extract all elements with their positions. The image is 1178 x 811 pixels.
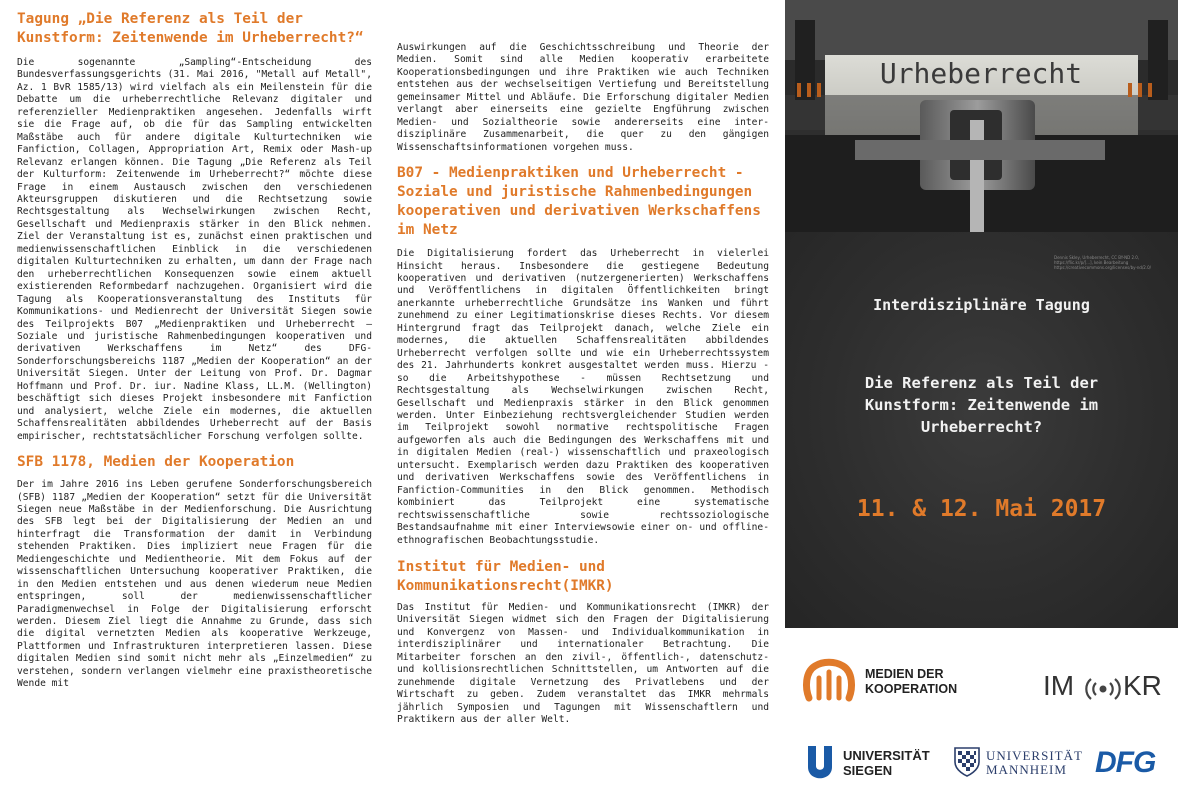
mannheim-line1: UNIVERSITÄT [986,748,1083,763]
right-panel [785,0,1178,811]
photo-credit: Dennis Skley, Urheberrecht, CC BY-ND 2.0, https://flic.kr/p/[...], kein Bearbeitung https://creativecommons.org/licenses/by-nd/2.0/ [1054,255,1152,270]
signal-waves-icon [1083,674,1123,704]
mdk-line2: KOOPERATION [865,682,958,696]
paragraph-b07: Die Digitalisierung fordert das Urheberrecht in vielerlei Hinsicht heraus. Insbesondere die gestiegene Bedeutung kooperativen und derivativen (nutzergenerierten) Werkschaffens und Veröffentlichens in digitalen Öffentlichkeiten bringt anerkannte urheberrechtliche Grundsätze ins Wanken und führt zunehmend zu einer Legitimationskrise dieses Rechts. Vor diesem Hintergrund fragt das Teilprojekt danach, welche Ziele ein modernes, die aktuellen Schaffensrealitäten abbildendes Urheberrecht verfolgen sollte und wie ein Urheberrechtssystem des 21. Jahrhunderts konkret ausgestaltet werden muss. Hierzu - so die Arbeitshypothese - müssen Rechtsetzung und Rechtsgestaltung als Wechselwirkungen zwischen Recht, Gesellschaft und Medienpraxis stärker in den Blick genommen werden. Unter Einbeziehung rechtsvergleichender Studien werden im Teilprojekt sowohl normative rechtspolitische Fragen aufgeworfen als auch die Bedingungen des Werkschaffens mit und in digitalen Medien (real-) wissenschaftlich und praxeologisch untersucht. Exemplarisch werden dazu Praktiken des kooperativen und derivativen Werkschaffens sowie des Veröffentlichens in Fanfiction-Communities in den Blick genommen. Methodisch kombiniert das Teilprojekt eine systematische rechtswissenschaftliche sowie rechtssoziologische Bestandsaufnahme mit einer Interviewsowie einer on- und offline-ethnografischen Beobachtungsstudie. [397,248,769,546]
mdk-emblem-icon [801,658,857,706]
heading-imkr: Institut für Medien- und Kommunikationsrecht(IMKR) [397,558,614,594]
imkr-left: IM [1043,670,1075,701]
heading-b07: B07 - Medienpraktiken und Urheberrecht - Soziale und juristische Rahmenbedingungen kooperativen und derivativen Werkschaffens im Netz [397,165,761,239]
siegen-logo [805,744,945,784]
mannheim-logo [953,746,1083,782]
siegen-line2: SIEGEN [843,763,893,778]
event-date: 11. & 12. Mai 2017 [856,496,1107,522]
siegen-line1: UNIVERSITÄT [843,748,930,763]
mdk-line1: MEDIEN DER [865,667,944,681]
dfg-logo: DFG [1095,746,1156,779]
middle-column [397,0,769,726]
left-column [17,0,372,691]
paragraph-tagung: Die sogenannte „Sampling“-Entscheidung des Bundesverfassungsgerichts (31. Mai 2016, "Metall auf Metall", Az. 1 BvR 1585/13) wird vielfach als ein Meilenstein für die Debatte um die urheberrechtliche Relevanz digitaler und referenzieller Medienpraktiken angesehen. Jedenfalls wirft sie die Frage auf, ob die für das Sampling entwickelten Maßstäbe auch für andere digitale Kulturtechniken wie Fanfiction, Collagen, Appropriation Art, Remix oder Mash-up Relevanz erlangen können. Die Tagung „Die Referenz als Teil der Kulturform: Zeitenwende im Urheberrecht?“ möchte diese Frage in einem Austausch zwischen den verschiedenen Akteursgruppen diskutieren und die Rechtsetzung sowie Rechtsgestaltung als Wechselwirkungen zwischen Recht, Gesellschaft und Medienpraxis stärker in den Blick nehmen. Ziel der Veranstaltung ist es, zunächst einen praktischen und medienwissenschaftlichen Einblick in die verschiedenen digitalen Kulturtechniken zu erhalten, um dann der Frage nach den urheberrechtlichen Konsequenzen sowie einem aktuell existierenden Reformbedarf nachzugehen. Organisiert wird die Tagung als Kooperationsveranstaltung des Instituts für Kommunikations- und Medienrecht der Universität Siegen sowie des Teilprojekts B07 „Medienpraktiken und Urheberrecht – Soziale und juristische Rahmenbedingungen kooperativen und derivativen Werkschaffens im Netz“ des DFG-Sonderforschungsbereichs 1187 „Medien der Kooperation“ an der Universität Siegen. Unter der Leitung von Prof. Dr. Dagmar Hoffmann und Prof. Dr. iur. Nadine Klass, LL.M. (Wellington) beschäftigt sich dieses Projekt insbesondere mit Fanfiction und analysiert, welche Ziele ein modernes, die aktuellen Schaffensrealitäten abbildendes Urheberrecht auf der Basis empirischer, rechtstatsächlicher Forschung verfolgen sollte. [17,57,372,442]
mdk-logo [801,658,961,706]
paragraph-sfb: Der im Jahre 2016 ins Leben gerufene Sonderforschungsbereich (SFB) 1187 „Medien der Kooperation“ setzt für die Universität Siegen neue Maßstäbe in der Medienforschung. Die Ausrichtung des SFB legt bei der Digitalisierung der Medien an und hinterfragt die Transformation der damit in Verbindung stehenden Praktiken. Dies impliziert neue Fragen für die Mediengeschichte und Medientheorie. Mit dem Fokus auf der wissenschaftlichen Untersuchung kooperativer Praktiken, die in den Medien entstehen und aus denen wiederum neue Medien entspringen, soll der medienwissenschaftlicher Paradigmenwechsel in Folge der Digitalisierung erforscht werden. Diesem Ziel liegt die Annahme zu Grunde, dass sich die digital vernetzten Medien als kooperative Werkzeuge, Plattformen und Infrastrukturen interpretieren lassen. Diese digitalen Medien sind somit nicht mehr als „Einzelmedien“ zu verstehen, sondern verlangen vielmehr eine praxistheoretische Wende mit [17,479,372,690]
event-type: Interdisziplinäre Tagung [873,296,1090,314]
typewriter-photo [785,0,1178,232]
title-board [785,232,1178,628]
event-title: Die Referenz als Teil der Kunstform: Zeitenwende im Urheberrecht? [864,374,1099,436]
siegen-emblem-icon [805,744,835,780]
heading-tagung: Tagung „Die Referenz als Teil der Kunstform: Zeitenwende im Urheberrecht?“ [17,11,364,46]
mannheim-crest-icon [953,746,981,778]
imkr-right: KR [1123,670,1162,701]
imkr-logo [1043,670,1163,704]
paragraph-imkr: Das Institut für Medien- und Kommunikationsrecht (IMKR) der Universität Siegen widmet sich den Fragen der Digitalisierung und Konvergenz von Massen- und Individualkommunikation in interdisziplinärer und internationaler Betrachtung. Die Mitarbeiter forschen an den zivil-, öffentlich-, datenschutz- und kollisionsrechtlichen Schnittstellen, um Antworten auf die zunehmende digitale Vernetzung des Privatlebens und der Wirtschaft zu geben. Zudem veranstaltet das IMKR mehrmals jährlich Symposien und Tagungen mit Wissenschaftlern und Praktikern aus der aller Welt. [397,601,769,726]
mannheim-line2: MANNHEIM [986,762,1067,777]
logo-area [785,628,1178,811]
heading-sfb: SFB 1178, Medien der Kooperation [17,454,295,471]
photo-word: Urheberrecht [879,57,1083,90]
paragraph-continued: Auswirkungen auf die Geschichtsschreibung und Theorie der Medien. Somit sind alle Medien kooperativ erarbeitete Kooperationsbedingungen und ihre Praktiken wie auch Techniken entstehen aus der wechselseitigen Vertiefung und Bereitstellung gemeinsamer Mittel und Abläufe. Die Erforschung digitaler Medien verlangt aber einerseits eine gezielte Engführung zwischen Medien- und Sozialtheorie sowie andererseits eine inter- disziplinäre Zusammenarbeit, die quer zu den gängigen Wissenschaftsinformationen vorgehen muss. [397,42,769,153]
